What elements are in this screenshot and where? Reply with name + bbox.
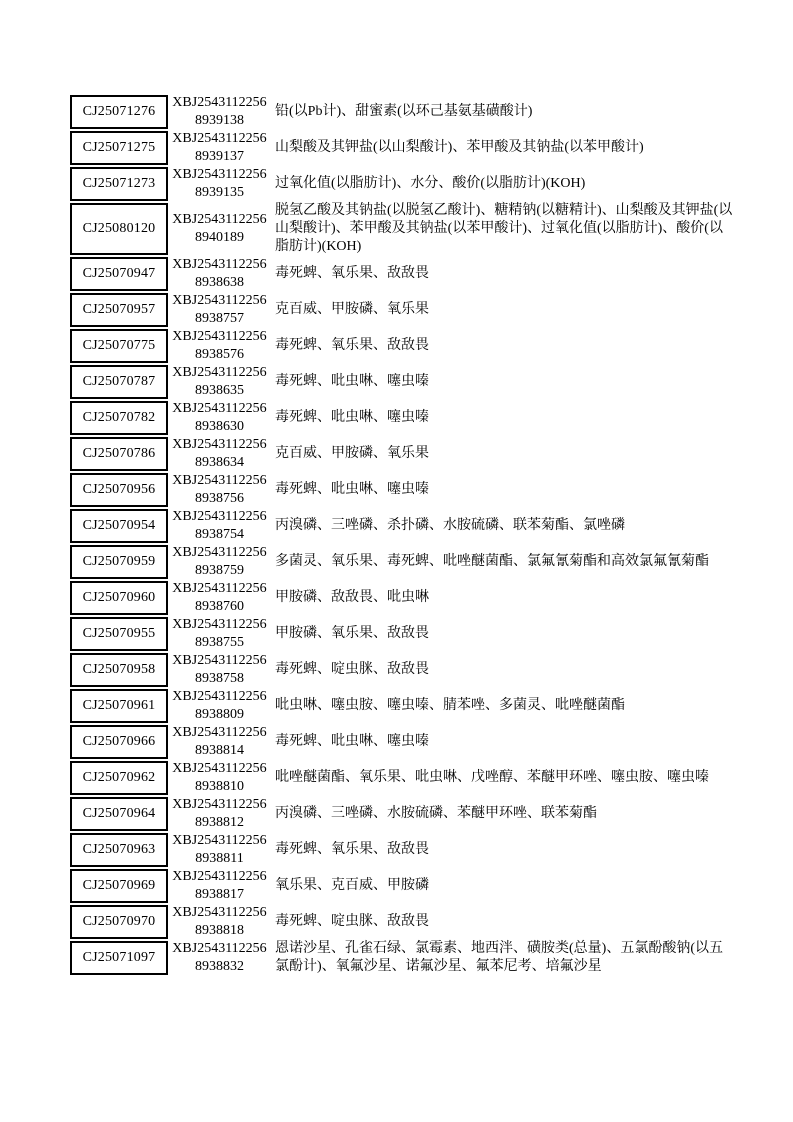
code-prefix: XBJ2543112256 — [172, 761, 267, 776]
sample-id: CJ25071276 — [82, 104, 156, 119]
analytes-cell — [269, 796, 735, 832]
sample-id: CJ25071275 — [82, 140, 156, 155]
code-suffix: 8938576 — [195, 347, 244, 362]
sample-id-cell — [70, 869, 168, 903]
code-prefix: XBJ2543112256 — [172, 689, 267, 704]
sample-id: CJ25070959 — [82, 554, 156, 569]
analytes-cell — [269, 688, 735, 724]
sample-id: CJ25070970 — [82, 914, 156, 929]
sample-id-cell — [70, 725, 168, 759]
code-prefix: XBJ2543112256 — [172, 131, 267, 146]
analytes-text: 吡唑醚菌酯、氧乐果、吡虫啉、戊唑醇、苯醚甲环唑、噻虫胺、噻虫嗪 — [275, 770, 709, 785]
analytes-text: 毒死蜱、氧乐果、敌敌畏 — [275, 842, 429, 857]
table-row — [70, 256, 738, 292]
sample-id-cell — [70, 131, 168, 165]
table-row — [70, 436, 738, 472]
code-prefix: XBJ2543112256 — [172, 365, 267, 380]
sample-id-cell — [70, 545, 168, 579]
inspection-code-cell — [168, 832, 269, 868]
analytes-cell — [269, 328, 735, 364]
analytes-text: 铅(以Pb计)、甜蜜素(以环己基氨基磺酸计) — [275, 104, 533, 119]
sample-id: CJ25070954 — [82, 518, 156, 533]
table-row — [70, 400, 738, 436]
code-suffix: 8939137 — [195, 149, 244, 164]
table-row — [70, 292, 738, 328]
inspection-code-cell — [168, 616, 269, 652]
analytes-text: 脱氢乙酸及其钠盐(以脱氢乙酸计)、糖精钠(以糖精计)、山梨酸及其钾盐(以山梨酸计)、苯甲酸及其钠盐(以苯甲酸计)、过氧化值(以脂肪计)、酸价(以脂肪计)(KOH) — [275, 203, 733, 254]
analytes-text: 克百威、甲胺磷、氧乐果 — [275, 446, 429, 461]
code-suffix: 8938757 — [195, 311, 244, 326]
sample-id: CJ25070962 — [82, 770, 156, 785]
inspection-code-cell — [168, 868, 269, 904]
analytes-text: 毒死蜱、氧乐果、敌敌畏 — [275, 338, 429, 353]
sample-id-cell — [70, 329, 168, 363]
analytes-cell — [269, 940, 735, 976]
table-row — [70, 328, 738, 364]
analytes-cell — [269, 364, 735, 400]
table-row — [70, 940, 738, 976]
sample-id: CJ25070947 — [82, 266, 156, 281]
inspection-code-cell — [168, 796, 269, 832]
table-row — [70, 868, 738, 904]
table-row — [70, 904, 738, 940]
analytes-cell — [269, 130, 735, 166]
sample-id: CJ25070963 — [82, 842, 156, 857]
table-row — [70, 832, 738, 868]
analytes-cell — [269, 202, 735, 256]
code-prefix: XBJ2543112256 — [172, 581, 267, 596]
table-row — [70, 130, 738, 166]
inspection-code-cell — [168, 688, 269, 724]
inspection-code-cell — [168, 724, 269, 760]
sample-id-cell — [70, 293, 168, 327]
sample-id-cell — [70, 437, 168, 471]
inspection-code-cell — [168, 436, 269, 472]
code-suffix: 8938759 — [195, 563, 244, 578]
sample-id: CJ25070775 — [82, 338, 156, 353]
sample-id-cell — [70, 203, 168, 255]
inspection-code-cell — [168, 652, 269, 688]
analytes-cell — [269, 760, 735, 796]
sample-id: CJ25080120 — [82, 221, 156, 236]
inspection-code-cell — [168, 400, 269, 436]
code-prefix: XBJ2543112256 — [172, 473, 267, 488]
code-suffix: 8940189 — [195, 230, 244, 245]
analytes-cell — [269, 832, 735, 868]
table-row — [70, 580, 738, 616]
analytes-cell — [269, 508, 735, 544]
table-row — [70, 94, 738, 130]
analytes-cell — [269, 400, 735, 436]
code-suffix: 8938812 — [195, 815, 244, 830]
code-prefix: XBJ2543112256 — [172, 212, 267, 227]
analytes-cell — [269, 256, 735, 292]
sample-id-cell — [70, 905, 168, 939]
analytes-text: 氧乐果、克百威、甲胺磷 — [275, 878, 429, 893]
inspection-code-cell — [168, 760, 269, 796]
code-prefix: XBJ2543112256 — [172, 95, 267, 110]
code-suffix: 8938758 — [195, 671, 244, 686]
analytes-text: 毒死蜱、啶虫脒、敌敌畏 — [275, 914, 429, 929]
inspection-code-cell — [168, 940, 269, 976]
sample-id-cell — [70, 257, 168, 291]
analytes-cell — [269, 616, 735, 652]
table-row — [70, 796, 738, 832]
sample-id: CJ25071097 — [82, 950, 156, 965]
table-row — [70, 364, 738, 400]
analytes-cell — [269, 724, 735, 760]
analytes-text: 毒死蜱、啶虫脒、敌敌畏 — [275, 662, 429, 677]
analytes-cell — [269, 652, 735, 688]
sample-id-cell — [70, 797, 168, 831]
analytes-cell — [269, 436, 735, 472]
sample-id: CJ25070960 — [82, 590, 156, 605]
code-prefix: XBJ2543112256 — [172, 617, 267, 632]
sample-id: CJ25070956 — [82, 482, 156, 497]
inspection-code-cell — [168, 580, 269, 616]
analytes-cell — [269, 580, 735, 616]
sample-id-cell — [70, 833, 168, 867]
code-suffix: 8938756 — [195, 491, 244, 506]
code-prefix: XBJ2543112256 — [172, 329, 267, 344]
inspection-code-cell — [168, 904, 269, 940]
code-suffix: 8938754 — [195, 527, 244, 542]
analytes-text: 恩诺沙星、孔雀石绿、氯霉素、地西泮、磺胺类(总量)、五氯酚酸钠(以五氯酚计)、氧氟沙星、诺氟沙星、氟苯尼考、培氟沙星 — [275, 941, 723, 974]
code-suffix: 8938814 — [195, 743, 244, 758]
inspection-code-cell — [168, 166, 269, 202]
code-suffix: 8938630 — [195, 419, 244, 434]
sample-id-cell — [70, 653, 168, 687]
inspection-code-cell — [168, 364, 269, 400]
code-prefix: XBJ2543112256 — [172, 869, 267, 884]
analytes-text: 山梨酸及其钾盐(以山梨酸计)、苯甲酸及其钠盐(以苯甲酸计) — [275, 140, 644, 155]
sample-id-cell — [70, 617, 168, 651]
analytes-text: 毒死蜱、吡虫啉、噻虫嗪 — [275, 482, 429, 497]
inspection-code-cell — [168, 256, 269, 292]
code-prefix: XBJ2543112256 — [172, 941, 267, 956]
table-row — [70, 202, 738, 256]
sample-id: CJ25070957 — [82, 302, 156, 317]
code-prefix: XBJ2543112256 — [172, 257, 267, 272]
table-row — [70, 508, 738, 544]
analytes-cell — [269, 292, 735, 328]
analytes-text: 丙溴磷、三唑磷、水胺硫磷、苯醚甲环唑、联苯菊酯 — [275, 806, 597, 821]
code-prefix: XBJ2543112256 — [172, 401, 267, 416]
analytes-cell — [269, 94, 735, 130]
sample-id-cell — [70, 167, 168, 201]
code-suffix: 8938811 — [195, 851, 244, 866]
code-suffix: 8938634 — [195, 455, 244, 470]
sample-id-cell — [70, 761, 168, 795]
analytes-text: 吡虫啉、噻虫胺、噻虫嗪、腈苯唑、多菌灵、吡唑醚菌酯 — [275, 698, 625, 713]
code-prefix: XBJ2543112256 — [172, 905, 267, 920]
code-suffix: 8938809 — [195, 707, 244, 722]
table-row — [70, 544, 738, 580]
analytes-text: 毒死蜱、吡虫啉、噻虫嗪 — [275, 410, 429, 425]
analytes-cell — [269, 868, 735, 904]
analytes-text: 毒死蜱、吡虫啉、噻虫嗪 — [275, 374, 429, 389]
code-prefix: XBJ2543112256 — [172, 833, 267, 848]
code-prefix: XBJ2543112256 — [172, 293, 267, 308]
code-prefix: XBJ2543112256 — [172, 725, 267, 740]
sample-id-cell — [70, 689, 168, 723]
inspection-code-cell — [168, 544, 269, 580]
table-row — [70, 166, 738, 202]
sample-id: CJ25070787 — [82, 374, 156, 389]
analytes-text: 丙溴磷、三唑磷、杀扑磷、水胺硫磷、联苯菊酯、氯唑磷 — [275, 518, 625, 533]
sample-id-cell — [70, 95, 168, 129]
inspection-code-cell — [168, 94, 269, 130]
code-suffix: 8938635 — [195, 383, 244, 398]
code-suffix: 8938755 — [195, 635, 244, 650]
inspection-code-cell — [168, 202, 269, 256]
sample-id-cell — [70, 365, 168, 399]
sample-id: CJ25070786 — [82, 446, 156, 461]
sample-id: CJ25070969 — [82, 878, 156, 893]
sample-id-cell — [70, 941, 168, 975]
sample-id-cell — [70, 581, 168, 615]
code-prefix: XBJ2543112256 — [172, 437, 267, 452]
code-prefix: XBJ2543112256 — [172, 545, 267, 560]
sample-id-cell — [70, 401, 168, 435]
analytes-text: 甲胺磷、氧乐果、敌敌畏 — [275, 626, 429, 641]
code-prefix: XBJ2543112256 — [172, 167, 267, 182]
analytes-text: 毒死蜱、氧乐果、敌敌畏 — [275, 266, 429, 281]
analytes-cell — [269, 544, 735, 580]
table-row — [70, 472, 738, 508]
sample-id: CJ25070955 — [82, 626, 156, 641]
analytes-text: 甲胺磷、敌敌畏、吡虫啉 — [275, 590, 429, 605]
sample-id: CJ25070964 — [82, 806, 156, 821]
sample-id: CJ25070966 — [82, 734, 156, 749]
inspection-code-cell — [168, 328, 269, 364]
analysis-table — [70, 94, 738, 976]
code-suffix: 8938832 — [195, 959, 244, 974]
analytes-cell — [269, 904, 735, 940]
analytes-text: 毒死蜱、吡虫啉、噻虫嗪 — [275, 734, 429, 749]
code-suffix: 8938818 — [195, 923, 244, 938]
sample-id: CJ25070961 — [82, 698, 156, 713]
code-suffix: 8938817 — [195, 887, 244, 902]
code-suffix: 8938810 — [195, 779, 244, 794]
table-row — [70, 724, 738, 760]
sample-id-cell — [70, 473, 168, 507]
code-prefix: XBJ2543112256 — [172, 653, 267, 668]
analytes-text: 过氧化值(以脂肪计)、水分、酸价(以脂肪计)(KOH) — [275, 176, 586, 191]
sample-id: CJ25071273 — [82, 176, 156, 191]
table-row — [70, 616, 738, 652]
analytes-text: 克百威、甲胺磷、氧乐果 — [275, 302, 429, 317]
table-row — [70, 652, 738, 688]
sample-id-cell — [70, 509, 168, 543]
inspection-code-cell — [168, 508, 269, 544]
code-suffix: 8939135 — [195, 185, 244, 200]
code-prefix: XBJ2543112256 — [172, 509, 267, 524]
sample-id: CJ25070958 — [82, 662, 156, 677]
code-prefix: XBJ2543112256 — [172, 797, 267, 812]
analytes-cell — [269, 166, 735, 202]
analytes-text: 多菌灵、氧乐果、毒死蜱、吡唑醚菌酯、氯氟氰菊酯和高效氯氟氰菊酯 — [275, 554, 709, 569]
table-row — [70, 688, 738, 724]
inspection-code-cell — [168, 292, 269, 328]
table-row — [70, 760, 738, 796]
inspection-code-cell — [168, 130, 269, 166]
code-suffix: 8938760 — [195, 599, 244, 614]
analytes-cell — [269, 472, 735, 508]
sample-id: CJ25070782 — [82, 410, 156, 425]
inspection-code-cell — [168, 472, 269, 508]
code-suffix: 8939138 — [195, 113, 244, 128]
code-suffix: 8938638 — [195, 275, 244, 290]
